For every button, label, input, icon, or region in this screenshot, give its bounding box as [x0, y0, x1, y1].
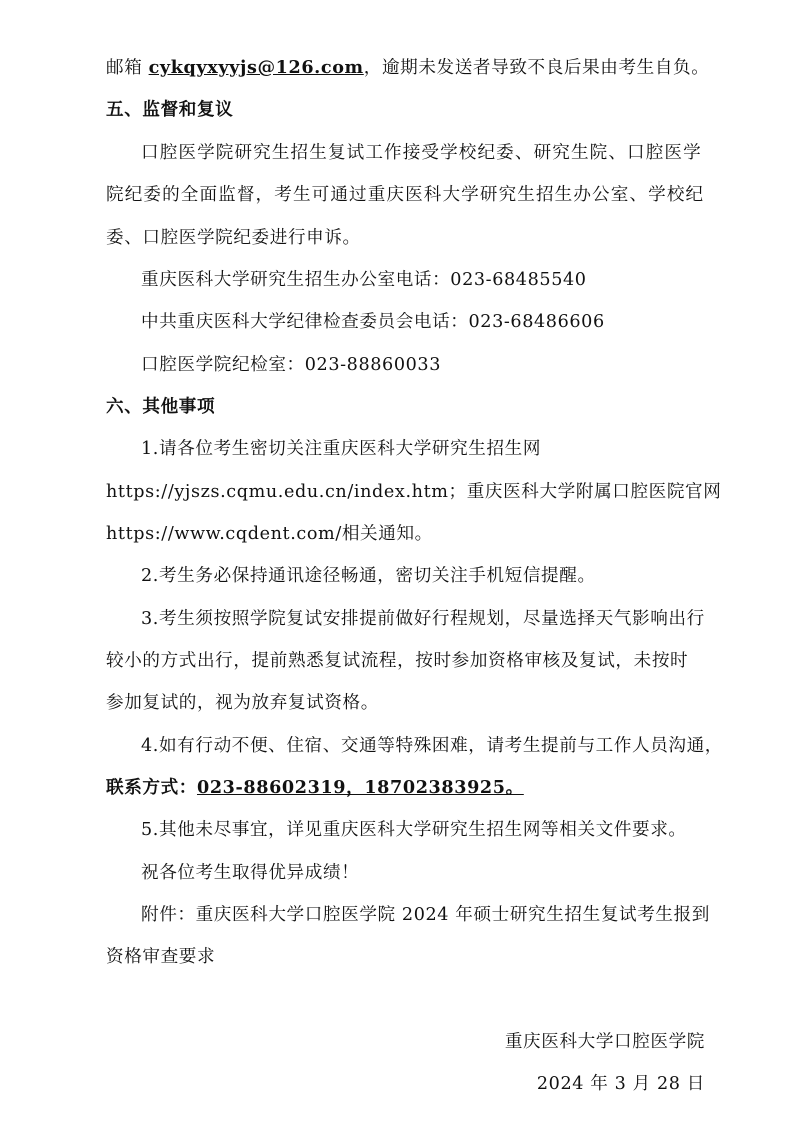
item-4-line-1: 4.如有行动不便、住宿、交通等特殊困难，请考生提前与工作人员沟通，: [141, 736, 723, 756]
wish-text: 祝各位考生取得优异成绩！: [141, 863, 360, 883]
item-4-contact-label: 联系方式：: [106, 777, 197, 798]
email-line: [106, 56, 709, 80]
signature-org: 重庆医科大学口腔医学院: [504, 1032, 705, 1052]
attachment-line-1: 附件：重庆医科大学口腔医学院 2024 年硕士研究生招生复试考生报到: [141, 905, 710, 925]
item-1-line-1: 1.请各位考生密切关注重庆医科大学研究生招生网: [141, 439, 542, 459]
section-5-para-line-2: 院纪委的全面监督，考生可通过重庆医科大学研究生招生办公室、学校纪: [106, 185, 705, 205]
contact-school-inspection: 口腔医学院纪检室：023-88860033: [141, 355, 442, 375]
item-5: 5.其他未尽事宜，详见重庆医科大学研究生招生网等相关文件要求。: [141, 820, 687, 840]
item-3-line-3: 参加复试的，视为放弃复试资格。: [106, 693, 379, 713]
section-6-heading: 六、其他事项: [106, 396, 216, 417]
attachment-line-2: 资格审查要求: [106, 947, 216, 967]
item-1-line-2: https://yjszs.cqmu.edu.cn/index.htm；重庆医科大学附属口腔医院官网: [106, 482, 722, 502]
item-4-contact-value: 023-88602319，18702383925。: [196, 777, 524, 798]
contact-discipline-committee: 中共重庆医科大学纪律检查委员会电话：023-68486606: [141, 312, 605, 332]
contact-grad-office: 重庆医科大学研究生招生办公室电话：023-68485540: [141, 270, 587, 290]
section-5-heading: 五、监督和复议: [106, 99, 234, 120]
item-3-line-2: 较小的方式出行，提前熟悉复试流程，按时参加资格审核及复试，未按时: [106, 651, 689, 671]
signature-date: 2024 年 3 月 28 日: [536, 1074, 705, 1094]
item-1-line-3: https://www.cqdent.com/相关通知。: [106, 524, 433, 544]
email-suffix: ，逾期未发送者导致不良后果由考生自负。: [363, 58, 710, 78]
section-5-para-line-1: 口腔医学院研究生招生复试工作接受学校纪委、研究生院、口腔医学: [141, 143, 702, 163]
section-5-para-line-3: 委、口腔医学院纪委进行申诉。: [106, 228, 361, 248]
email-prefix: 邮箱: [106, 58, 149, 78]
item-4-contact-line: [106, 776, 524, 800]
email-address-link[interactable]: cykqyxyyjs@126.com: [148, 57, 364, 78]
item-3-line-1: 3.考生须按照学院复试安排提前做好行程规划，尽量选择天气影响出行: [141, 609, 705, 629]
item-2: 2.考生务必保持通讯途径畅通，密切关注手机短信提醒。: [141, 566, 596, 586]
